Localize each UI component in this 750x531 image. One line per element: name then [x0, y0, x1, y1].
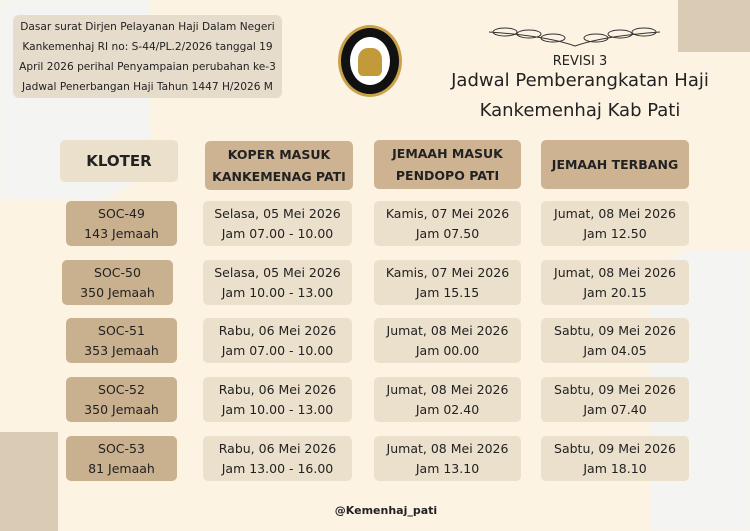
- header-label: PENDOPO PATI: [395, 167, 500, 183]
- schedule-cell-koper: [203, 260, 352, 305]
- cell-text: Jumat, 08 Mei 2026: [386, 322, 509, 338]
- schedule-cell-koper: [203, 436, 352, 481]
- header-jemaah-terbang: [541, 140, 689, 189]
- page-subtitle: Kankemenhaj Kab Pati: [479, 100, 681, 121]
- header-jemaah-masuk: [374, 140, 521, 189]
- header-label: KANKEMENAG PATI: [212, 168, 346, 184]
- cell-text: 350 Jemaah: [80, 284, 155, 300]
- kraft-paper-bottom-left: [0, 432, 58, 531]
- cell-text: SOC-49: [98, 205, 145, 221]
- cell-text: Selasa, 05 Mei 2026: [214, 264, 341, 280]
- cell-text: Jam 18.10: [583, 460, 647, 476]
- note-line: April 2026 perihal Penyampaian perubahan ke-3: [19, 61, 276, 73]
- cell-text: Jumat, 08 Mei 2026: [386, 381, 509, 397]
- cell-text: SOC-53: [98, 440, 145, 456]
- cell-text: SOC-51: [98, 322, 145, 338]
- header-label: KOPER MASUK: [227, 146, 331, 162]
- cell-text: 143 Jemaah: [84, 225, 159, 241]
- cell-text: Jumat, 08 Mei 2026: [386, 440, 509, 456]
- schedule-cell-kloter: [66, 318, 177, 363]
- cell-text: Selasa, 05 Mei 2026: [214, 205, 341, 221]
- schedule-cell-koper: [203, 318, 352, 363]
- schedule-cell-masuk: [374, 436, 521, 481]
- cell-text: Kamis, 07 Mei 2026: [385, 205, 510, 221]
- page-title: Jadwal Pemberangkatan Haji: [451, 70, 709, 91]
- schedule-cell-koper: [203, 201, 352, 246]
- header-label: JEMAAH MASUK: [392, 145, 503, 161]
- header-label: JEMAAH TERBANG: [551, 156, 679, 172]
- cell-text: Jam 12.50: [583, 225, 647, 241]
- garuda-icon: [358, 48, 382, 76]
- schedule-cell-masuk: [374, 377, 521, 422]
- cell-text: Jam 04.05: [583, 342, 647, 358]
- reference-note: [13, 15, 282, 98]
- header-kloter: [60, 140, 178, 182]
- cell-text: SOC-50: [94, 264, 141, 280]
- social-handle: @Kemenhaj_pati: [334, 504, 438, 517]
- cell-text: 81 Jemaah: [88, 460, 155, 476]
- cell-text: Jam 07.50: [415, 225, 480, 241]
- note-line: Kankemenhaj RI no: S-44/PL.2/2026 tanggal 19: [22, 41, 273, 53]
- cell-text: Sabtu, 09 Mei 2026: [554, 381, 676, 397]
- cell-text: Jam 20.15: [583, 284, 647, 300]
- schedule-cell-terbang: [541, 377, 689, 422]
- cell-text: Jam 13.00 - 16.00: [221, 460, 334, 476]
- cell-text: SOC-52: [98, 381, 145, 397]
- note-line: Dasar surat Dirjen Pelayanan Haji Dalam Negeri: [20, 21, 275, 33]
- cell-text: 353 Jemaah: [84, 342, 159, 358]
- cell-text: Jam 15.15: [415, 284, 480, 300]
- cell-text: Jam 10.00 - 13.00: [221, 284, 334, 300]
- schedule-cell-koper: [203, 377, 352, 422]
- ministry-logo: [338, 25, 402, 97]
- cell-text: Jam 10.00 - 13.00: [221, 401, 334, 417]
- schedule-cell-masuk: [374, 318, 521, 363]
- cell-text: Rabu, 06 Mei 2026: [218, 322, 337, 338]
- cell-text: Jam 07.00 - 10.00: [221, 342, 334, 358]
- cell-text: Jam 07.40: [583, 401, 647, 417]
- cell-text: 350 Jemaah: [84, 401, 159, 417]
- cell-text: Jumat, 08 Mei 2026: [554, 264, 676, 280]
- schedule-cell-masuk: [374, 260, 521, 305]
- schedule-cell-terbang: [541, 436, 689, 481]
- header-label: KLOTER: [86, 152, 152, 170]
- cell-text: Jam 00.00: [415, 342, 480, 358]
- cell-text: Rabu, 06 Mei 2026: [218, 440, 337, 456]
- kraft-paper-top-right: [678, 0, 750, 52]
- schedule-cell-kloter: [66, 436, 177, 481]
- schedule-cell-terbang: [541, 201, 689, 246]
- header-koper: [205, 141, 353, 190]
- cell-text: Jam 02.40: [415, 401, 480, 417]
- schedule-cell-kloter: [66, 377, 177, 422]
- schedule-cell-terbang: [541, 318, 689, 363]
- schedule-cell-kloter: [66, 201, 177, 246]
- cell-text: Jam 13.10: [415, 460, 480, 476]
- cell-text: Jumat, 08 Mei 2026: [554, 205, 676, 221]
- revision-label: REVISI 3: [552, 54, 608, 69]
- schedule-cell-masuk: [374, 201, 521, 246]
- cell-text: Rabu, 06 Mei 2026: [218, 381, 337, 397]
- cell-text: Kamis, 07 Mei 2026: [385, 264, 510, 280]
- schedule-cell-terbang: [541, 260, 689, 305]
- cell-text: Sabtu, 09 Mei 2026: [554, 440, 676, 456]
- schedule-cell-kloter: [62, 260, 173, 305]
- note-line: Jadwal Penerbangan Haji Tahun 1447 H/2026 M: [22, 81, 273, 93]
- cell-text: Sabtu, 09 Mei 2026: [554, 322, 676, 338]
- cell-text: Jam 07.00 - 10.00: [221, 225, 334, 241]
- leaf-ornament-icon: [487, 22, 662, 48]
